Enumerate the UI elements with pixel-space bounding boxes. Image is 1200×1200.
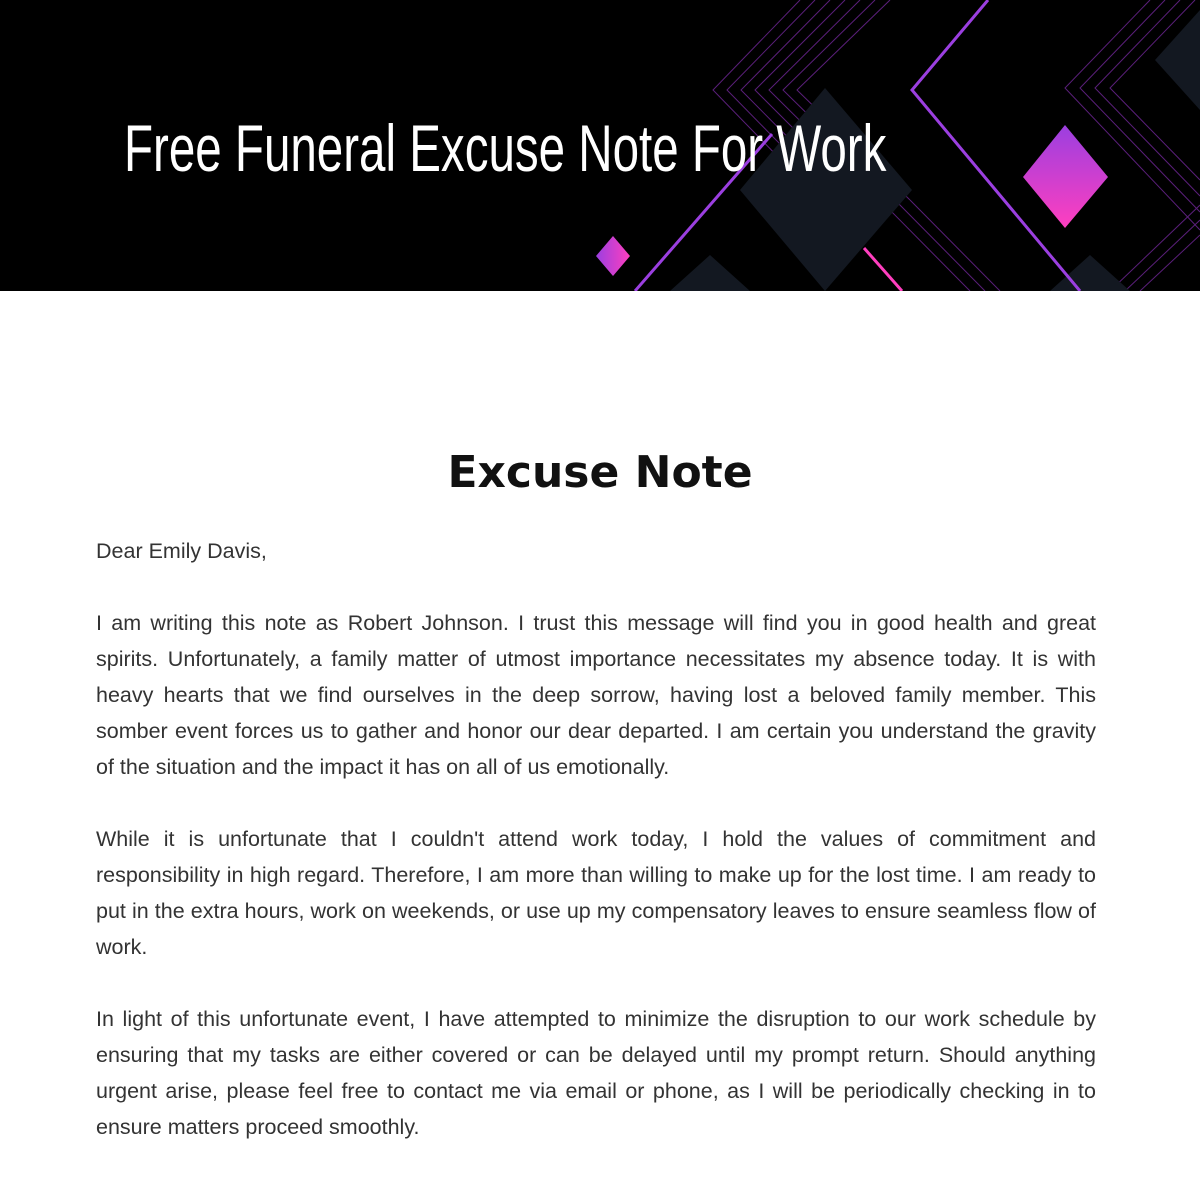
paragraph-1: I am writing this note as Robert Johnson. I trust this message will find you in good health and great spirits. Unfortunately, a family matter of utmost importance necessitates my absence today. It is with heavy hearts that we find ourselves in the deep sorrow, having lost a beloved family member. This somber event forces us to gather and honor our dear departed. I am certain you understand the gravity of the situation and the impact it has on all of us emotionally. bbox=[96, 611, 1096, 779]
banner-title: Free Funeral Excuse Note For Work bbox=[124, 111, 887, 185]
letter-body bbox=[96, 533, 1096, 1181]
document-title: Excuse Note bbox=[447, 447, 753, 499]
salutation: Dear Emily Davis, bbox=[96, 539, 267, 563]
header-banner bbox=[0, 0, 1200, 291]
paragraph-2: While it is unfortunate that I couldn't attend work today, I hold the values of commitment and responsibility in high regard. Therefore, I am more than willing to make up for the lost time. I am ready to put in the extra hours, work on weekends, or use up my compensatory leaves to ensure seamless flow of work. bbox=[96, 827, 1096, 959]
paragraph-3: In light of this unfortunate event, I have attempted to minimize the disruption to our work schedule by ensuring that my tasks are either covered or can be delayed until my prompt return. Should anything urgent arise, please feel free to contact me via email or phone, as I will be periodically checking in to ensure matters proceed smoothly. bbox=[96, 1007, 1096, 1139]
